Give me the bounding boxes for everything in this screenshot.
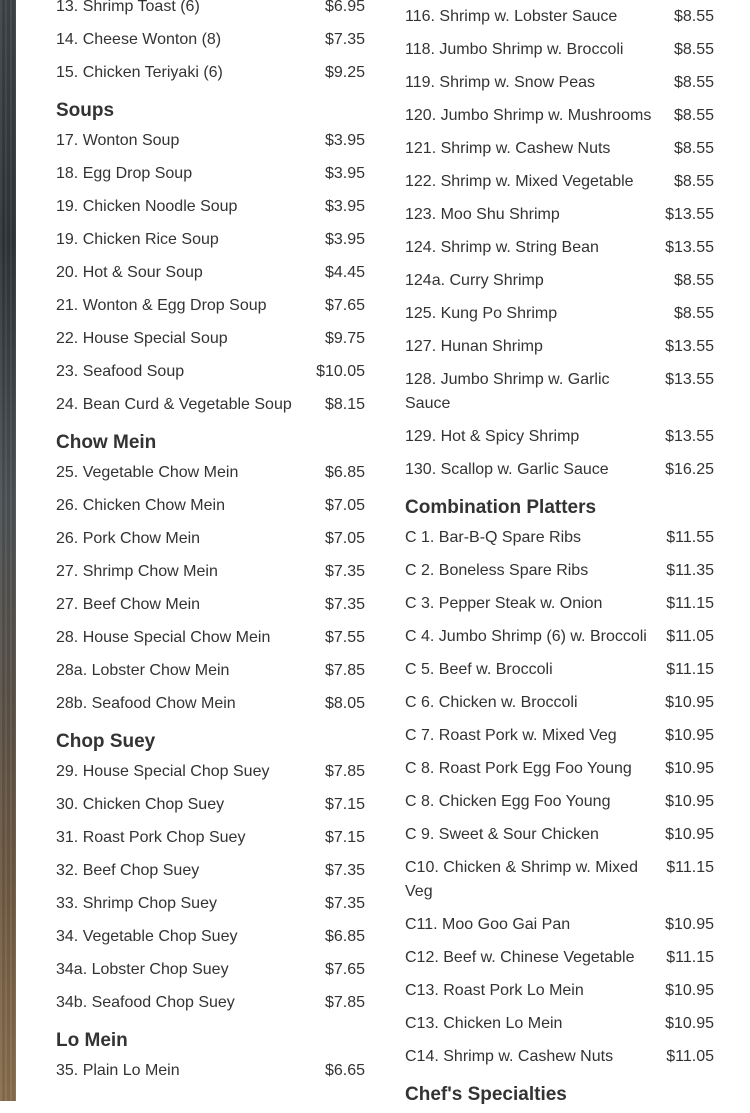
menu-item [405,137,714,161]
menu-item-price: $6.65 [324,1062,365,1079]
menu-item-price: $7.35 [324,31,365,48]
menu-item [405,856,714,904]
menu-item-price: $8.15 [324,396,365,413]
menu-item-price: $11.55 [666,529,714,546]
menu-item [405,203,714,227]
menu-item-price: $10.95 [665,793,714,810]
menu-item [56,760,365,784]
menu-item-price: $8.55 [673,272,714,289]
menu-item [405,823,714,847]
menu-item-name: 22. House Special Soup [56,330,228,347]
menu-item-name: 124a. Curry Shrimp [405,272,544,289]
menu-item-name: 32. Beef Chop Suey [56,862,200,879]
menu-item-name: 120. Jumbo Shrimp w. Mushrooms [405,107,652,124]
menu-item [405,691,714,715]
menu-item-name: C 8. Roast Pork Egg Foo Young [405,760,632,777]
menu-item-price: $10.95 [665,916,714,933]
menu-item-name: 116. Shrimp w. Lobster Sauce [405,8,618,25]
menu-item-price: $10.95 [665,727,714,744]
menu-item [405,236,714,260]
menu-item [56,162,365,186]
menu-item [405,5,714,29]
menu-item-price: $8.55 [673,41,714,58]
menu-item [405,592,714,616]
menu-item [56,991,365,1015]
menu-item-price: $13.55 [665,338,714,355]
menu-item [56,461,365,485]
menu-item-name: 125. Kung Po Shrimp [405,305,558,322]
menu-item-price: $7.35 [324,596,365,613]
menu-item-name: 123. Moo Shu Shrimp [405,206,560,223]
menu-item [405,559,714,583]
menu-item [56,195,365,219]
menu-item-name: 121. Shrimp w. Cashew Nuts [405,140,611,157]
menu-item [56,859,365,883]
menu-item-name: C14. Shrimp w. Cashew Nuts [405,1048,614,1065]
menu-item [56,360,365,384]
menu-item-price: $9.75 [324,330,365,347]
menu-item [56,925,365,949]
menu-item [56,560,365,584]
menu-item-price: $7.85 [324,763,365,780]
menu-item-name: C13. Roast Pork Lo Mein [405,982,584,999]
menu-item-name: 25. Vegetable Chow Mein [56,464,239,481]
menu-item [56,1059,365,1083]
menu-item [405,302,714,326]
menu-item-price: $7.35 [324,862,365,879]
menu-item-name: 34a. Lobster Chop Suey [56,961,229,978]
menu-item [405,458,714,482]
menu-item-name: 27. Shrimp Chow Mein [56,563,218,580]
menu-item [405,71,714,95]
menu-item [56,261,365,285]
menu-item-name: 20. Hot & Sour Soup [56,264,203,281]
menu-item-price: $8.55 [673,74,714,91]
menu-item-name: C 5. Beef w. Broccoli [405,661,553,678]
menu-item [56,393,365,417]
menu-item [405,790,714,814]
menu-item [56,826,365,850]
menu-item-price: $6.85 [324,464,365,481]
menu-item-price: $6.95 [324,0,365,15]
menu-item [405,979,714,1003]
menu-item [405,170,714,194]
menu-item-price: $10.05 [316,363,365,380]
menu-item-name: 31. Roast Pork Chop Suey [56,829,246,846]
menu-item-price: $11.05 [666,628,714,645]
menu-item-price: $11.15 [666,949,714,966]
menu-item-name: 29. House Special Chop Suey [56,763,270,780]
menu-item-name: C 2. Boneless Spare Ribs [405,562,589,579]
menu-item-price: $3.95 [324,231,365,248]
menu-item [56,892,365,916]
menu-item [56,294,365,318]
menu-item [56,692,365,716]
menu-item-price: $7.85 [324,994,365,1011]
menu-item [405,625,714,649]
menu-item-name: 119. Shrimp w. Snow Peas [405,74,596,91]
menu-item-name: 15. Chicken Teriyaki (6) [56,64,223,81]
menu-item-name: 17. Wonton Soup [56,132,180,149]
menu-item-name: 30. Chicken Chop Suey [56,796,225,813]
menu-item-name: C 9. Sweet & Sour Chicken [405,826,599,843]
menu-item-price: $13.55 [665,428,714,445]
menu-item-name: 34b. Seafood Chop Suey [56,994,235,1011]
menu-item [56,527,365,551]
menu-item-name: 24. Bean Curd & Vegetable Soup [56,396,292,413]
menu-item-name: 28. House Special Chow Mein [56,629,271,646]
menu-item-price: $8.55 [673,8,714,25]
menu-item [56,28,365,52]
menu-item-name: 26. Chicken Chow Mein [56,497,225,514]
menu-item-name: 127. Hunan Shrimp [405,338,543,355]
menu-item [56,327,365,351]
menu-item [405,1045,714,1069]
menu-item-price: $7.05 [324,530,365,547]
menu-item-price: $13.55 [665,239,714,256]
section-heading: Chef's Specialties [405,1084,567,1105]
menu-item-name: 118. Jumbo Shrimp w. Broccoli [405,41,624,58]
menu-item [405,526,714,550]
menu-item-price: $7.65 [324,297,365,314]
menu-item-price: $3.95 [324,198,365,215]
menu-item-name: 14. Cheese Wonton (8) [56,31,222,48]
menu-item-price: $8.55 [673,305,714,322]
section-heading: Chop Suey [56,731,156,752]
menu-item [405,425,714,449]
menu-item [56,793,365,817]
menu-item-name: C10. Chicken & Shrimp w. Mixed Veg [405,859,638,900]
menu-item-name: 122. Shrimp w. Mixed Vegetable [405,173,634,190]
menu-item-name: C 8. Chicken Egg Foo Young [405,793,611,810]
menu-item-price: $8.05 [324,695,365,712]
menu-item-price: $10.95 [665,760,714,777]
menu-item-price: $11.15 [666,595,714,612]
menu-item-name: 35. Plain Lo Mein [56,1062,180,1079]
menu-item-price: $13.55 [665,371,714,388]
menu-item-name: 124. Shrimp w. String Bean [405,239,599,256]
menu-item-price: $6.85 [324,928,365,945]
menu-item [405,946,714,970]
menu-item-price: $4.45 [324,264,365,281]
menu-column-right [405,5,714,1113]
menu-item-name: C 4. Jumbo Shrimp (6) w. Broccoli [405,628,647,645]
menu-item-name: 130. Scallop w. Garlic Sauce [405,461,609,478]
menu-item [405,757,714,781]
menu-item-name: C 6. Chicken w. Broccoli [405,694,578,711]
menu-item [56,958,365,982]
menu-item-name: 21. Wonton & Egg Drop Soup [56,297,267,314]
menu-item-name: C12. Beef w. Chinese Vegetable [405,949,635,966]
menu-item [56,129,365,153]
menu-item-price: $11.15 [666,661,714,678]
menu-column-left [56,0,365,1092]
menu-item-price: $8.55 [673,140,714,157]
menu-item-price: $3.95 [324,165,365,182]
menu-item-price: $3.95 [324,132,365,149]
menu-item-name: C13. Chicken Lo Mein [405,1015,563,1032]
menu-item-name: 19. Chicken Rice Soup [56,231,219,248]
menu-item-name: C 7. Roast Pork w. Mixed Veg [405,727,617,744]
menu-item-name: 23. Seafood Soup [56,363,185,380]
background-photo-strip [0,0,16,1101]
menu-item [405,1012,714,1036]
menu-item [405,104,714,128]
menu-item-name: C 3. Pepper Steak w. Onion [405,595,603,612]
menu-item-price: $11.35 [666,562,714,579]
menu-item-name: 28a. Lobster Chow Mein [56,662,230,679]
menu-item-price: $7.65 [324,961,365,978]
menu-item-price: $13.55 [665,206,714,223]
menu-item-price: $8.55 [673,173,714,190]
section-heading: Chow Mein [56,432,157,453]
menu-item-name: 28b. Seafood Chow Mein [56,695,236,712]
menu-item-name: 128. Jumbo Shrimp w. Garlic Sauce [405,371,610,412]
menu-item-name: 27. Beef Chow Mein [56,596,201,613]
menu-item [56,626,365,650]
menu-item-price: $7.85 [324,662,365,679]
menu-item [56,494,365,518]
menu-item-name: 34. Vegetable Chop Suey [56,928,238,945]
menu-item [56,228,365,252]
menu-item-price: $10.95 [665,694,714,711]
menu-item [405,269,714,293]
menu-item-price: $7.15 [324,829,365,846]
menu-item-name: 33. Shrimp Chop Suey [56,895,217,912]
menu-item-price: $9.25 [324,64,365,81]
menu-item-price: $11.15 [666,859,714,876]
section-heading: Combination Platters [405,497,597,518]
menu-item-price: $7.05 [324,497,365,514]
menu-item-price: $7.35 [324,895,365,912]
menu-item-name: C11. Moo Goo Gai Pan [405,916,571,933]
menu-item-price: $11.05 [666,1048,714,1065]
menu-item-name: 18. Egg Drop Soup [56,165,193,182]
menu-item-name: 26. Pork Chow Mein [56,530,201,547]
menu-item-price: $7.15 [324,796,365,813]
menu-item [405,724,714,748]
menu-item [56,0,365,19]
menu-item [405,913,714,937]
menu-item-price: $16.25 [665,461,714,478]
menu-item-name: 129. Hot & Spicy Shrimp [405,428,580,445]
menu-item [405,658,714,682]
menu-item-name: 13. Shrimp Toast (6) [56,0,200,15]
menu-item [56,61,365,85]
menu-item [405,368,714,416]
menu-item-price: $10.95 [665,1015,714,1032]
section-heading: Lo Mein [56,1030,128,1051]
menu-item-price: $10.95 [665,826,714,843]
menu-item [56,593,365,617]
menu-item [405,38,714,62]
menu-item-price: $7.55 [324,629,365,646]
menu-item [56,659,365,683]
section-heading: Soups [56,100,115,121]
menu-item-name: C 1. Bar-B-Q Spare Ribs [405,529,582,546]
menu-item-price: $10.95 [665,982,714,999]
menu-item-price: $8.55 [673,107,714,124]
menu-item [405,335,714,359]
menu-item-price: $7.35 [324,563,365,580]
menu-item-name: 19. Chicken Noodle Soup [56,198,238,215]
